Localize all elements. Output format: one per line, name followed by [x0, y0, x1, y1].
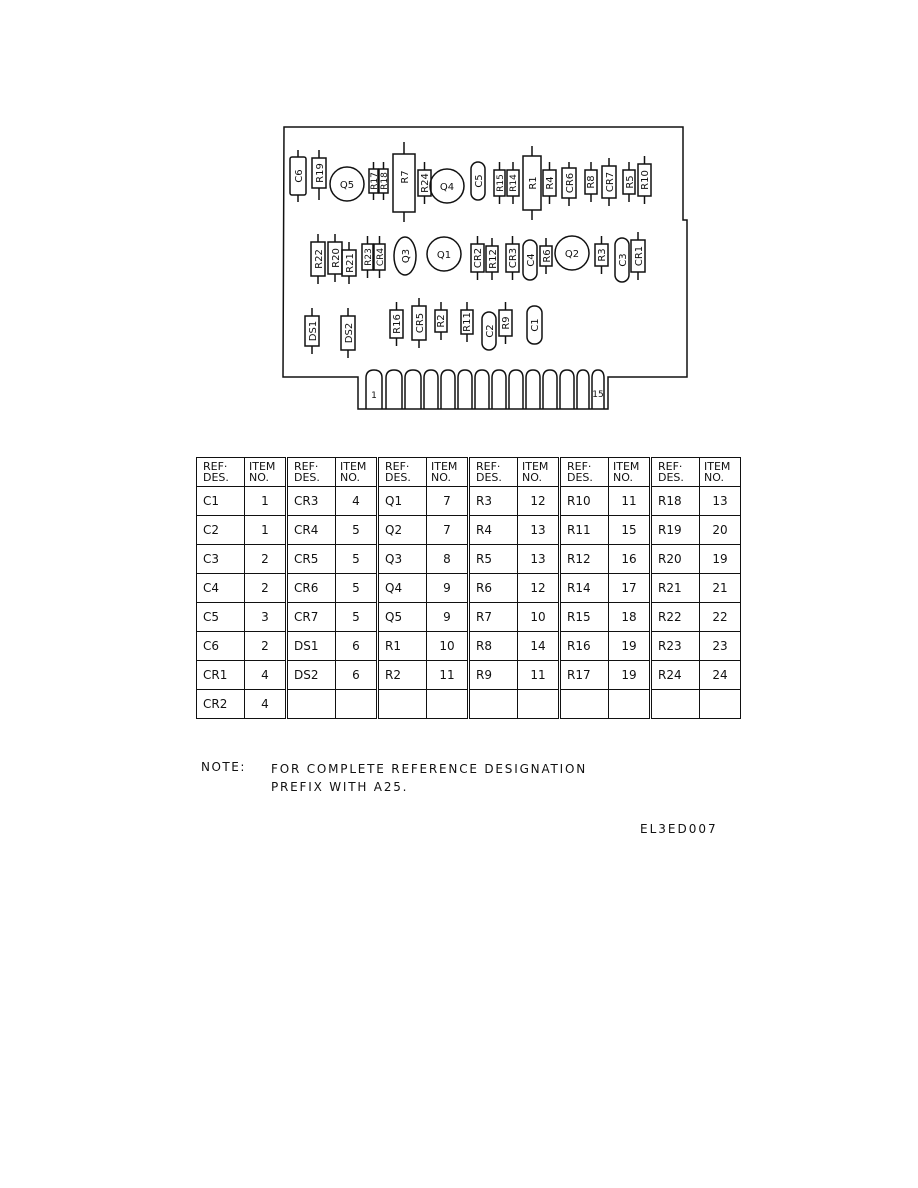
table-row: [197, 661, 741, 690]
item-no-cell: 17: [609, 574, 651, 603]
label-r18: R18: [380, 172, 390, 190]
ref-des-cell: CR2: [197, 690, 245, 719]
label-r11: R11: [462, 312, 473, 332]
table-row: [197, 632, 741, 661]
label-r21: R21: [345, 253, 356, 273]
item-no-cell: 9: [427, 603, 469, 632]
header-ref-des: REF· DES.: [378, 458, 427, 487]
item-no-cell: 12: [518, 487, 560, 516]
item-no-cell: 19: [700, 545, 741, 574]
item-no-cell: 10: [427, 632, 469, 661]
item-no-cell: 7: [427, 487, 469, 516]
label-cr7: CR7: [605, 171, 616, 193]
item-no-cell: [336, 690, 378, 719]
label-cr4: CR4: [376, 247, 386, 267]
item-no-cell: 4: [245, 690, 287, 719]
item-no-cell: 6: [336, 661, 378, 690]
ref-des-cell: R20: [651, 545, 700, 574]
item-no-cell: 11: [427, 661, 469, 690]
item-no-cell: 10: [518, 603, 560, 632]
header-ref-des: REF· DES.: [560, 458, 609, 487]
label-r10: R10: [640, 170, 651, 190]
reference-designation-table: [196, 457, 741, 719]
header-item-no: ITEM NO.: [700, 458, 741, 487]
label-r4: R4: [545, 176, 556, 190]
label-q4: Q4: [439, 182, 455, 193]
ref-des-cell: [378, 690, 427, 719]
label-r1: R1: [528, 176, 539, 190]
ref-des-cell: R14: [560, 574, 609, 603]
header-ref-des: REF· DES.: [651, 458, 700, 487]
ref-des-cell: CR6: [287, 574, 336, 603]
note-text: [271, 760, 587, 796]
circuit-board-layout: [278, 122, 698, 418]
label-r5: R5: [625, 175, 636, 189]
label-cr2: CR2: [473, 247, 484, 269]
ref-des-cell: Q5: [378, 603, 427, 632]
label-r23: R23: [364, 248, 374, 266]
label-r12: R12: [488, 249, 499, 269]
item-no-cell: 16: [609, 545, 651, 574]
item-no-cell: 2: [245, 574, 287, 603]
label-cr1: CR1: [634, 245, 645, 267]
ref-des-cell: DS2: [287, 661, 336, 690]
ref-des-cell: R15: [560, 603, 609, 632]
item-no-cell: 1: [245, 487, 287, 516]
ref-des-cell: C4: [197, 574, 245, 603]
header-item-no: ITEM NO.: [245, 458, 287, 487]
item-no-cell: [609, 690, 651, 719]
ref-des-cell: R3: [469, 487, 518, 516]
item-no-cell: 9: [427, 574, 469, 603]
item-no-cell: 7: [427, 516, 469, 545]
label-cr5: CR5: [415, 312, 426, 334]
label-r14: R14: [509, 174, 519, 192]
label-r22: R22: [314, 249, 325, 269]
ref-des-cell: R12: [560, 545, 609, 574]
ref-des-cell: R5: [469, 545, 518, 574]
ref-des-cell: R2: [378, 661, 427, 690]
ref-des-cell: CR1: [197, 661, 245, 690]
ref-des-cell: R23: [651, 632, 700, 661]
ref-des-cell: R18: [651, 487, 700, 516]
ref-des-cell: C6: [197, 632, 245, 661]
table-row: [197, 545, 741, 574]
item-no-cell: 4: [336, 487, 378, 516]
item-no-cell: 22: [700, 603, 741, 632]
figure-id: EL3ED007: [640, 822, 718, 836]
label-r3: R3: [597, 248, 608, 262]
ref-des-cell: CR5: [287, 545, 336, 574]
ref-des-cell: Q4: [378, 574, 427, 603]
label-c3: C3: [618, 253, 629, 267]
item-no-cell: 11: [518, 661, 560, 690]
ref-des-cell: C5: [197, 603, 245, 632]
ref-des-cell: Q3: [378, 545, 427, 574]
item-no-cell: 5: [336, 545, 378, 574]
ref-des-cell: R7: [469, 603, 518, 632]
item-no-cell: 5: [336, 603, 378, 632]
label-r19: R19: [315, 163, 326, 183]
ref-des-cell: R6: [469, 574, 518, 603]
ref-des-cell: R16: [560, 632, 609, 661]
label-r8: R8: [586, 175, 597, 189]
item-no-cell: 13: [518, 516, 560, 545]
item-no-cell: 11: [609, 487, 651, 516]
label-r20: R20: [331, 248, 342, 268]
label-ds1: DS1: [308, 320, 319, 342]
ref-des-cell: CR3: [287, 487, 336, 516]
label-r7: R7: [400, 170, 411, 184]
ref-des-cell: CR4: [287, 516, 336, 545]
item-no-cell: 19: [609, 632, 651, 661]
ref-des-cell: R8: [469, 632, 518, 661]
table-row: [197, 487, 741, 516]
table-body: [197, 487, 741, 719]
item-no-cell: 2: [245, 632, 287, 661]
item-no-cell: 12: [518, 574, 560, 603]
ref-des-cell: C1: [197, 487, 245, 516]
header-item-no: ITEM NO.: [518, 458, 560, 487]
header-ref-des: REF· DES.: [287, 458, 336, 487]
ref-des-cell: R9: [469, 661, 518, 690]
note-label: NOTE:: [201, 760, 246, 774]
item-no-cell: 15: [609, 516, 651, 545]
label-c2: C2: [485, 324, 496, 338]
item-no-cell: 21: [700, 574, 741, 603]
ref-des-cell: R24: [651, 661, 700, 690]
ref-des-cell: CR7: [287, 603, 336, 632]
label-c6: C6: [294, 169, 305, 183]
label-r24: R24: [420, 173, 431, 193]
label-cr6: CR6: [565, 172, 576, 194]
item-no-cell: [427, 690, 469, 719]
header-item-no: ITEM NO.: [609, 458, 651, 487]
table-row: [197, 690, 741, 719]
item-no-cell: 5: [336, 516, 378, 545]
item-no-cell: 13: [700, 487, 741, 516]
label-r17: R17: [370, 172, 380, 190]
table-header-row: [197, 458, 741, 487]
item-no-cell: [518, 690, 560, 719]
label-q5: Q5: [339, 180, 355, 191]
label-r2: R2: [436, 314, 447, 328]
ref-des-cell: DS1: [287, 632, 336, 661]
item-no-cell: 4: [245, 661, 287, 690]
note-line-1: FOR COMPLETE REFERENCE DESIGNATION: [271, 762, 588, 776]
item-no-cell: 19: [609, 661, 651, 690]
ref-des-cell: [287, 690, 336, 719]
item-no-cell: 24: [700, 661, 741, 690]
ref-des-cell: R21: [651, 574, 700, 603]
item-no-cell: 18: [609, 603, 651, 632]
label-r9: R9: [501, 316, 512, 330]
note-line-2: PREFIX WITH A25.: [271, 780, 409, 794]
label-ds2: DS2: [344, 322, 355, 344]
item-no-cell: 2: [245, 545, 287, 574]
connector-pin-1: 1: [371, 391, 377, 401]
label-r16: R16: [392, 314, 403, 334]
item-no-cell: 20: [700, 516, 741, 545]
item-no-cell: 1: [245, 516, 287, 545]
item-no-cell: 6: [336, 632, 378, 661]
ref-des-cell: R10: [560, 487, 609, 516]
table-row: [197, 516, 741, 545]
ref-des-cell: R1: [378, 632, 427, 661]
item-no-cell: 14: [518, 632, 560, 661]
ref-des-cell: R11: [560, 516, 609, 545]
item-no-cell: 8: [427, 545, 469, 574]
item-no-cell: 3: [245, 603, 287, 632]
item-no-cell: [700, 690, 741, 719]
label-c4: C4: [526, 253, 537, 267]
ref-des-cell: R19: [651, 516, 700, 545]
ref-des-cell: C2: [197, 516, 245, 545]
table-row: [197, 603, 741, 632]
header-item-no: ITEM NO.: [427, 458, 469, 487]
ref-des-cell: [560, 690, 609, 719]
label-q2: Q2: [564, 249, 580, 260]
item-no-cell: 13: [518, 545, 560, 574]
label-r6: R6: [542, 249, 553, 263]
item-no-cell: 23: [700, 632, 741, 661]
ref-des-cell: R17: [560, 661, 609, 690]
ref-des-cell: R4: [469, 516, 518, 545]
ref-des-cell: Q2: [378, 516, 427, 545]
label-q3: Q3: [401, 248, 412, 264]
ref-des-cell: [651, 690, 700, 719]
ref-des-cell: C3: [197, 545, 245, 574]
header-ref-des: REF· DES.: [469, 458, 518, 487]
ref-des-cell: [469, 690, 518, 719]
label-c1: C1: [530, 318, 541, 332]
connector-pin-15: 15: [592, 390, 604, 400]
ref-des-cell: R22: [651, 603, 700, 632]
header-ref-des: REF· DES.: [197, 458, 245, 487]
label-r15: R15: [496, 174, 506, 192]
table-row: [197, 574, 741, 603]
header-item-no: ITEM NO.: [336, 458, 378, 487]
ref-des-cell: Q1: [378, 487, 427, 516]
label-q1: Q1: [436, 250, 452, 261]
item-no-cell: 5: [336, 574, 378, 603]
label-c5: C5: [474, 174, 485, 188]
label-cr3: CR3: [508, 247, 519, 269]
